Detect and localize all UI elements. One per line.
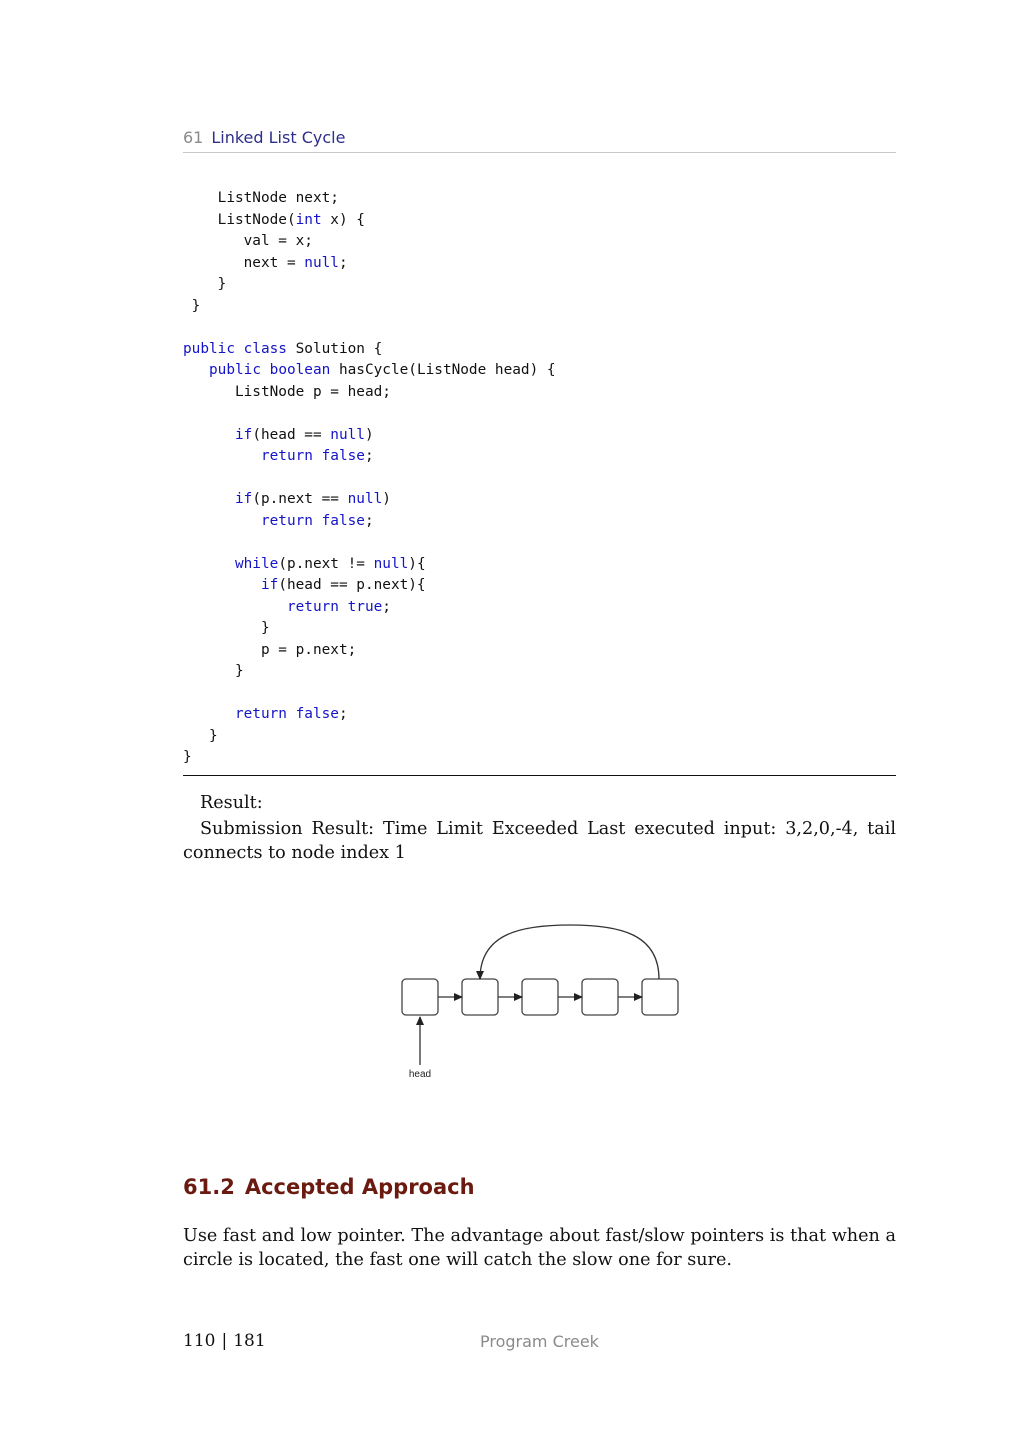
code-text: }	[183, 620, 270, 636]
total-pages: 181	[233, 1331, 266, 1351]
code-line	[183, 620, 270, 636]
code-text: ListNode(	[183, 211, 296, 228]
linked-list-diagram	[380, 895, 700, 1105]
code-keyword: return	[260, 512, 313, 529]
code-keyword: null	[304, 254, 339, 271]
code-text	[313, 448, 322, 464]
code-text: }	[183, 749, 192, 765]
code-text	[183, 362, 209, 378]
code-text: Solution {	[286, 340, 383, 357]
code-text: (head == p.next){	[278, 577, 426, 593]
code-line	[183, 663, 244, 679]
code-text: ;	[382, 598, 391, 615]
code-line	[183, 749, 192, 765]
code-keyword: boolean	[269, 362, 331, 378]
code-line	[183, 728, 218, 744]
code-text	[183, 556, 235, 572]
current-page: 110	[183, 1331, 216, 1351]
code-text: ;	[364, 448, 374, 464]
code-text: }	[183, 297, 201, 314]
chapter-number: 61	[183, 128, 204, 147]
code-text	[183, 706, 235, 722]
code-listing	[183, 188, 556, 769]
code-text: ;	[338, 254, 348, 271]
code-text: hasCycle(ListNode head) {	[330, 362, 556, 378]
code-line	[183, 212, 365, 228]
code-text: )	[382, 491, 391, 507]
code-keyword: if	[234, 491, 253, 507]
code-line	[183, 577, 426, 593]
code-text	[183, 448, 261, 464]
code-text	[235, 341, 244, 357]
code-text	[183, 513, 261, 529]
code-text: ListNode next;	[183, 190, 339, 206]
code-keyword: if	[234, 426, 253, 443]
head-label: head	[408, 1069, 432, 1080]
code-line	[183, 362, 556, 378]
result-text: Submission Result: Time Limit Exceeded Last executed input: 3,2,0,-4, tail connects to node index 1	[183, 819, 896, 863]
code-text: (p.next !=	[278, 555, 374, 572]
footer-brand: Program Creek	[480, 1332, 599, 1351]
linked-list-cycle-figure	[380, 895, 700, 1105]
code-text: next =	[183, 254, 305, 271]
code-text	[261, 362, 270, 378]
code-text: val = x;	[183, 233, 313, 249]
code-text: (p.next ==	[252, 491, 348, 507]
code-keyword: int	[295, 211, 322, 228]
code-text	[339, 599, 348, 615]
list-node	[522, 979, 558, 1015]
code-keyword: null	[373, 555, 409, 572]
code-line	[183, 513, 374, 529]
code-line	[183, 384, 391, 400]
code-text	[313, 513, 322, 529]
code-keyword: public	[183, 340, 235, 357]
code-line	[183, 491, 391, 507]
code-text: ListNode p = head;	[183, 383, 391, 400]
code-text	[183, 427, 235, 443]
cycle-arrow	[480, 925, 659, 979]
code-keyword: false	[295, 706, 339, 722]
list-node	[582, 979, 618, 1015]
code-bottom-rule	[183, 775, 896, 776]
code-line	[183, 642, 356, 658]
code-text: x) {	[321, 211, 365, 228]
code-keyword: true	[347, 598, 383, 615]
section-number: 61.2	[183, 1175, 235, 1199]
code-line	[183, 448, 374, 464]
code-keyword: null	[330, 426, 365, 443]
code-text	[183, 599, 287, 615]
code-text: ;	[338, 706, 348, 722]
code-keyword: return	[260, 448, 313, 464]
section-heading	[183, 1175, 475, 1199]
code-line	[183, 599, 391, 615]
code-line	[183, 706, 348, 722]
list-node	[462, 979, 498, 1015]
code-text: }	[183, 663, 244, 679]
section-title: Accepted Approach	[244, 1175, 475, 1199]
chapter-title: Linked List Cycle	[211, 128, 346, 147]
page-separator: |	[221, 1331, 228, 1351]
code-text: }	[183, 727, 218, 744]
code-text: (head ==	[252, 426, 331, 443]
code-text	[287, 706, 296, 722]
code-text	[183, 491, 235, 507]
code-keyword: false	[321, 448, 365, 464]
code-line	[183, 556, 426, 572]
code-line	[183, 427, 374, 443]
code-text: p = p.next;	[183, 641, 357, 658]
page-number	[183, 1331, 266, 1351]
code-text	[183, 577, 261, 593]
code-keyword: return	[234, 706, 287, 722]
code-keyword: null	[347, 491, 383, 507]
code-keyword: public	[209, 362, 261, 378]
code-keyword: class	[243, 340, 287, 357]
code-keyword: return	[286, 598, 339, 615]
code-line	[183, 233, 313, 249]
code-line	[183, 341, 382, 357]
code-line	[183, 190, 339, 206]
code-keyword: if	[260, 577, 279, 593]
code-keyword: false	[321, 512, 365, 529]
code-line	[183, 255, 348, 271]
section-body: Use fast and low pointer. The advantage about fast/slow pointers is that when a circle is located, the fast one will catch the slow one for sure.	[183, 1226, 896, 1270]
code-text: ;	[364, 512, 374, 529]
code-text: ){	[408, 555, 426, 572]
running-header	[183, 128, 896, 153]
list-node	[642, 979, 678, 1015]
code-line	[183, 276, 226, 292]
code-text: }	[183, 276, 227, 292]
list-node	[402, 979, 438, 1015]
code-text: )	[364, 426, 374, 443]
result-label: Result:	[200, 793, 263, 813]
code-line	[183, 298, 200, 314]
code-keyword: while	[234, 555, 279, 572]
